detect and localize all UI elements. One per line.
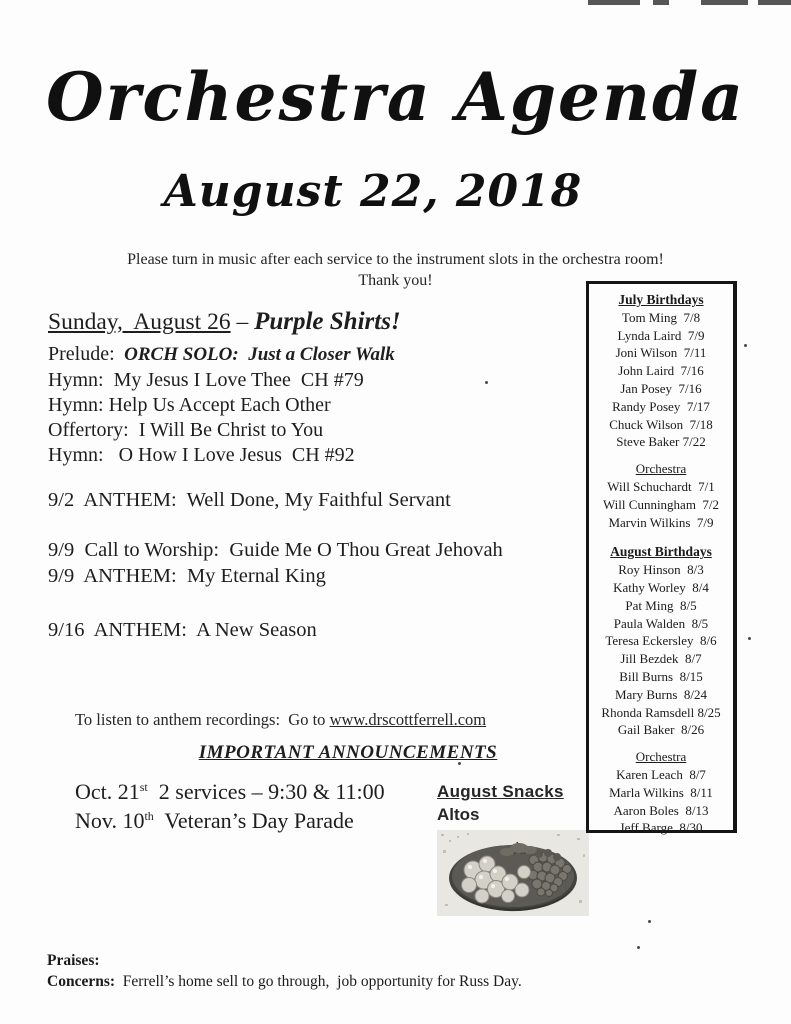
service-line-value: I Will Be Christ to You <box>128 419 324 441</box>
scan-artifact <box>588 0 640 5</box>
announcement-line <box>75 808 354 834</box>
anthem-line: 9/16 ANTHEM: A New Season <box>48 619 317 641</box>
july-birthdays-list <box>589 309 733 451</box>
birthday-entry: Chuck Wilson 7/18 <box>609 416 713 432</box>
snacks-group-label: Altos <box>437 805 480 824</box>
concerns-text: Ferrell’s home sell to go through, job opportunity for Russ Day. <box>115 972 522 990</box>
birthday-entry: Will Cunningham 7/2 <box>602 496 720 512</box>
birthday-entry: Paula Walden 8/5 <box>613 615 709 631</box>
birthday-entry: Will Schuchardt 7/1 <box>607 478 715 494</box>
concerns-label: Concerns: <box>47 972 116 990</box>
service-heading <box>48 308 401 336</box>
fruit-platter-photo <box>437 830 589 916</box>
service-heading-emphasis: Purple Shirts! <box>254 308 401 335</box>
praises-label: Praises: <box>47 952 100 969</box>
birthday-entry: Tom Ming 7/8 <box>621 309 701 325</box>
scan-artifact <box>758 0 791 5</box>
birthday-entry: Jeff Barge 8/30 <box>619 820 703 836</box>
birthday-entry: Lynda Laird 7/9 <box>617 327 705 343</box>
birthday-entry: Randy Posey 7/17 <box>612 398 710 414</box>
service-line <box>48 343 395 366</box>
footer <box>47 951 522 992</box>
announcement-text: 2 services – 9:30 & 11:00 <box>147 779 385 804</box>
announcement-ordinal: st <box>139 780 148 794</box>
service-line-label: Hymn: <box>48 369 104 391</box>
announcement-day: Oct. 21 <box>75 779 140 804</box>
anthem-line: 9/9 ANTHEM: My Eternal King <box>48 565 326 587</box>
announcement-line <box>75 779 385 805</box>
august-birthdays-list <box>589 561 733 739</box>
announcement-day: Nov. 10 <box>75 808 145 833</box>
birthdays-panel <box>586 281 737 836</box>
recordings-prefix: To listen to anthem recordings: Go to <box>75 710 330 729</box>
announcements-heading: IMPORTANT ANNOUNCEMENTS <box>198 742 498 763</box>
august-orchestra-list <box>589 766 733 837</box>
announcement-text: Veteran’s Day Parade <box>153 808 354 833</box>
birthday-entry: Joni Wilson 7/11 <box>615 345 707 361</box>
service-line <box>48 419 323 442</box>
birthday-entry: Roy Hinson 8/3 <box>618 562 704 578</box>
birthday-entry: Marvin Wilkins 7/9 <box>608 514 714 530</box>
scan-artifact <box>653 0 669 5</box>
concerns-line <box>47 972 522 993</box>
service-line-label: Hymn: <box>48 394 104 416</box>
recordings-note <box>75 710 486 730</box>
july-orchestra-list <box>589 478 733 531</box>
august-birthdays-heading: August Birthdays <box>610 544 712 560</box>
service-heading-date: Sunday, August 26 <box>48 309 231 335</box>
august-orchestra-heading: Orchestra <box>635 749 687 765</box>
service-line <box>48 394 331 417</box>
service-line-value: My Jesus I Love Thee CH #79 <box>103 369 364 391</box>
anthem-line: 9/9 Call to Worship: Guide Me O Thou Great Jehovah <box>48 539 503 561</box>
birthday-entry: Karen Leach 8/7 <box>616 766 706 782</box>
service-line <box>48 444 355 467</box>
birthday-entry: Kathy Worley 8/4 <box>613 579 709 595</box>
recordings-link[interactable]: www.drscottferrell.com <box>329 710 487 729</box>
birthday-entry: Bill Burns 8/15 <box>619 668 703 684</box>
snacks-block <box>437 782 597 916</box>
scan-speck <box>648 920 651 923</box>
notice-line1: Please turn in music after each service to the instrument slots in the orchestra room! <box>127 251 664 268</box>
birthday-entry: Pat Ming 8/5 <box>625 597 697 613</box>
service-line-value: O How I Love Jesus CH #92 <box>103 444 355 466</box>
service-line-label: Offertory: <box>48 419 129 441</box>
birthday-entry: John Laird 7/16 <box>618 363 704 379</box>
service-line-label: Hymn: <box>48 444 104 466</box>
july-birthdays-heading: July Birthdays <box>618 292 704 307</box>
page-date: August 22, 2018 <box>163 166 583 217</box>
july-orchestra-heading: Orchestra <box>635 461 687 477</box>
page-title: Orchestra Agenda <box>46 58 745 136</box>
birthday-entry: Marla Wilkins 8/11 <box>609 784 713 800</box>
scan-speck <box>744 344 747 347</box>
birthday-entry: Mary Burns 8/24 <box>614 686 708 702</box>
birthday-entry: Teresa Eckersley 8/6 <box>605 633 717 649</box>
birthday-entry: Aaron Boles 8/13 <box>613 802 709 818</box>
announcement-ordinal: th <box>144 809 154 823</box>
birthday-entry: Steve Baker 7/22 <box>616 434 706 450</box>
snacks-heading: August Snacks <box>437 782 564 801</box>
birthday-entry: Jan Posey 7/16 <box>620 380 702 396</box>
service-heading-separator: – <box>230 309 255 335</box>
notice-line2: Thank you! <box>358 272 433 289</box>
service-line-label: Prelude: <box>48 343 115 365</box>
scan-artifact <box>701 0 748 5</box>
birthday-entry: Rhonda Ramsdell 8/25 <box>601 704 721 720</box>
birthday-entry: Jill Bezdek 8/7 <box>620 651 702 667</box>
birthday-entry: Gail Baker 8/26 <box>617 722 705 738</box>
service-line-value: Help Us Accept Each Other <box>103 394 331 416</box>
service-line <box>48 369 364 392</box>
scan-speck <box>485 381 488 384</box>
anthem-line: 9/2 ANTHEM: Well Done, My Faithful Servant <box>48 489 451 511</box>
scan-speck <box>637 946 640 949</box>
service-line-value: ORCH SOLO: Just a Closer Walk <box>114 344 395 365</box>
scan-speck <box>748 637 751 640</box>
